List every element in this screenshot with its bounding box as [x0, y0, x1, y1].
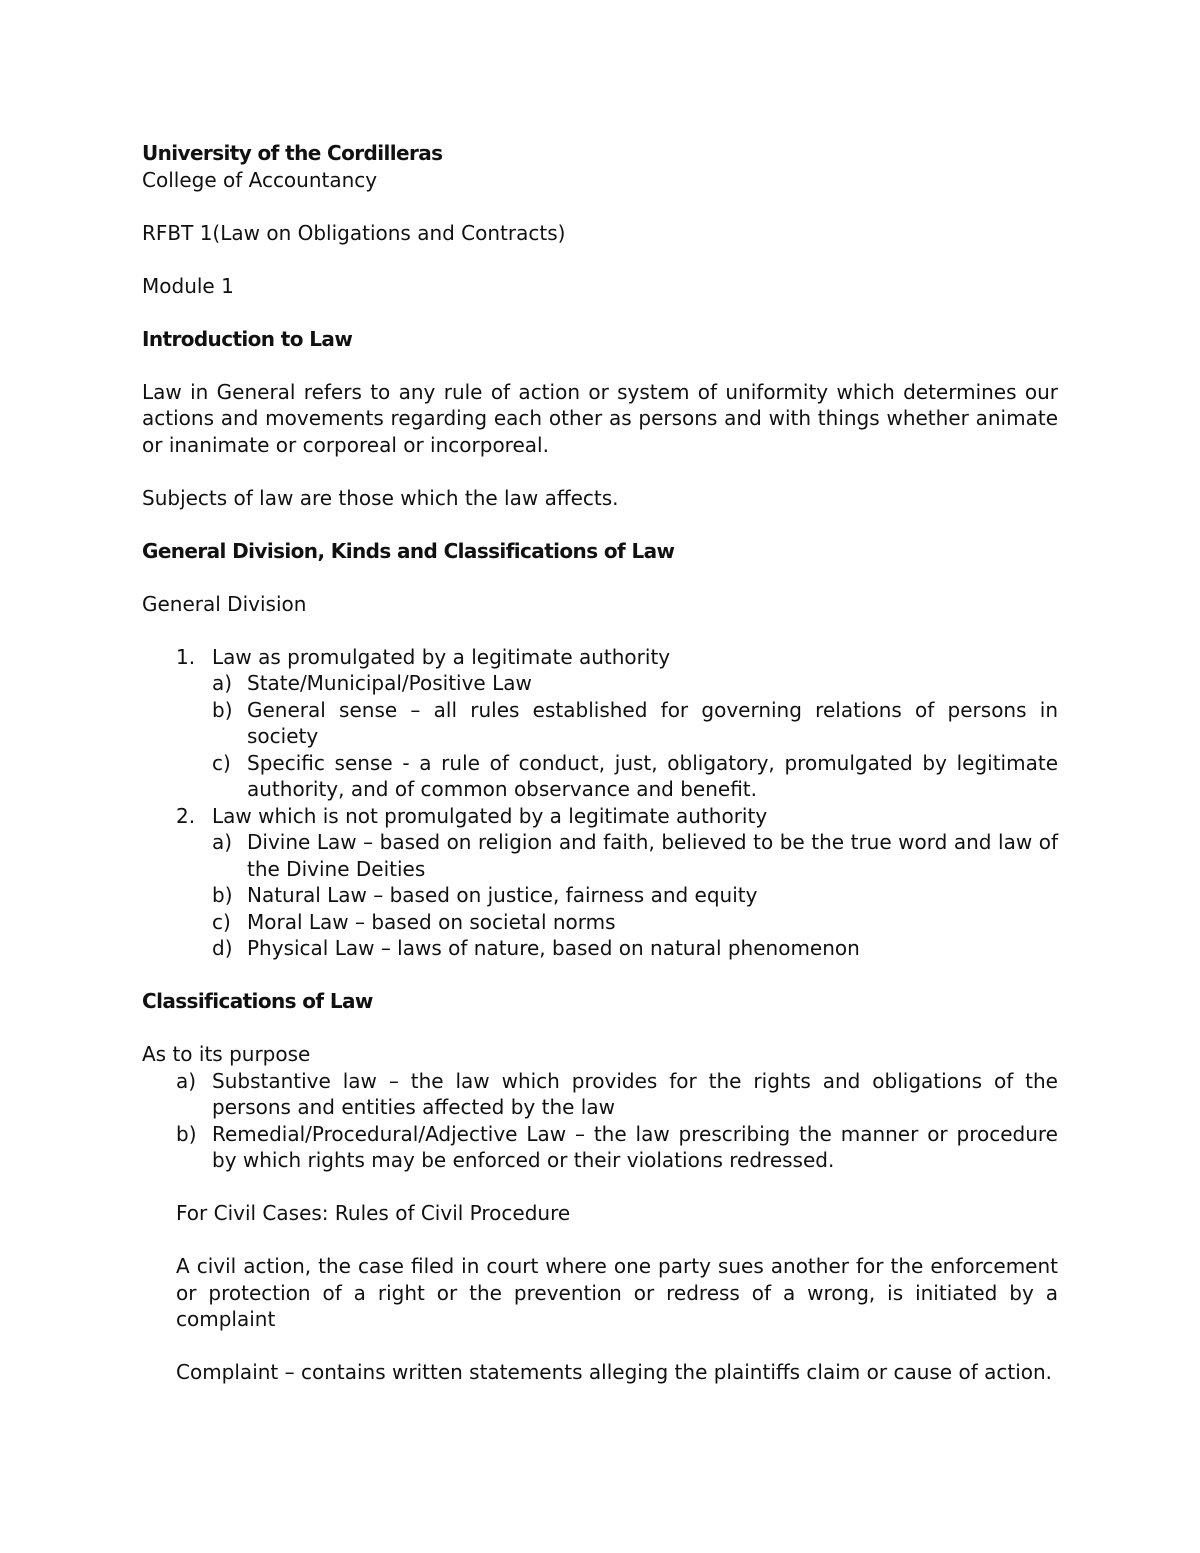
- sub-list-item: [142, 909, 1058, 936]
- sub-list-text: General sense – all rules established for governing relations of persons in society: [247, 697, 1058, 748]
- course-title: RFBT 1(Law on Obligations and Contracts): [142, 220, 566, 245]
- sub-list-text: Moral Law – based on societal norms: [247, 909, 616, 934]
- module-label: Module 1: [142, 273, 234, 298]
- list-item-text: Law as promulgated by a legitimate authority: [212, 644, 671, 669]
- list-item: [142, 644, 1058, 671]
- list-item-text: Law which is not promulgated by a legitimate authority: [212, 803, 768, 828]
- sub-list-text: Physical Law – laws of nature, based on natural phenomenon: [247, 936, 860, 960]
- sub-list: [142, 829, 1058, 962]
- complaint-paragraph: Complaint – contains written statements alleging the plaintiffs claim or cause of action.: [176, 1360, 1053, 1384]
- purpose-list: [142, 1068, 1058, 1174]
- sub-list-item: [142, 882, 1058, 909]
- sub-list-text: Specific sense - a rule of conduct, just, obligatory, promulgated by legitimate authority, and of common observance and benefit.: [247, 750, 1058, 801]
- college-name: College of Accountancy: [142, 167, 378, 192]
- purpose-list-item: [142, 1068, 1058, 1121]
- sub-list-text: State/Municipal/Positive Law: [247, 671, 532, 695]
- intro-heading: Introduction to Law: [142, 326, 353, 351]
- purpose-list-item: [142, 1121, 1058, 1174]
- list-marker: 1.: [176, 644, 196, 669]
- purpose-list-marker: b): [176, 1121, 197, 1146]
- civil-cases-label: For Civil Cases: Rules of Civil Procedure: [176, 1201, 571, 1225]
- sub-list-item: [142, 697, 1058, 750]
- sub-list-marker: a): [212, 671, 233, 695]
- sub-list-text: Divine Law – based on religion and faith, believed to be the true word and law of the Divine Deities: [247, 830, 1058, 881]
- subjects-of-law: Subjects of law are those which the law affects.: [142, 485, 619, 510]
- sub-list-wrapper: [142, 829, 1058, 962]
- division-subheading: General Division: [142, 591, 307, 616]
- sub-list-item: [142, 935, 1058, 962]
- sub-list-marker: d): [212, 936, 233, 960]
- division-list: [142, 644, 1058, 962]
- sub-list-wrapper: [142, 670, 1058, 803]
- sub-list: [142, 670, 1058, 803]
- sub-list-marker: b): [212, 883, 233, 907]
- university-name: University of the Cordilleras: [142, 141, 443, 165]
- sub-list-marker: a): [212, 830, 233, 854]
- sub-list-item: [142, 829, 1058, 882]
- division-heading: General Division, Kinds and Classifications of Law: [142, 538, 675, 563]
- sub-list-item: [142, 670, 1058, 697]
- purpose-list-marker: a): [176, 1068, 197, 1093]
- sub-list-marker: c): [212, 750, 231, 775]
- purpose-list-text: Substantive law – the law which provides for the rights and obligations of the persons and entities affected by the law: [212, 1068, 1058, 1119]
- sub-list-marker: b): [212, 697, 233, 722]
- purpose-list-text: Remedial/Procedural/Adjective Law – the law prescribing the manner or procedure by which rights may be enforced or their violations redressed.: [212, 1121, 1058, 1172]
- classifications-heading: Classifications of Law: [142, 989, 373, 1013]
- civil-action-paragraph: A civil action, the case filed in court where one party sues another for the enforcement or protection of a right or the prevention or redress of a wrong, is initiated by a complaint: [176, 1254, 1058, 1331]
- purpose-label: As to its purpose: [142, 1042, 311, 1066]
- sub-list-text: Natural Law – based on justice, fairness and equity: [247, 883, 758, 907]
- list-marker: 2.: [176, 803, 196, 828]
- document-page: [142, 140, 1058, 1386]
- sub-list-marker: c): [212, 909, 231, 934]
- sub-list-item: [142, 750, 1058, 803]
- law-definition: Law in General refers to any rule of action or system of uniformity which determines our actions and movements regarding each other as persons and with things whether animate or inanimate or corporeal or incorporeal.: [142, 379, 1058, 457]
- list-item: [142, 803, 1058, 830]
